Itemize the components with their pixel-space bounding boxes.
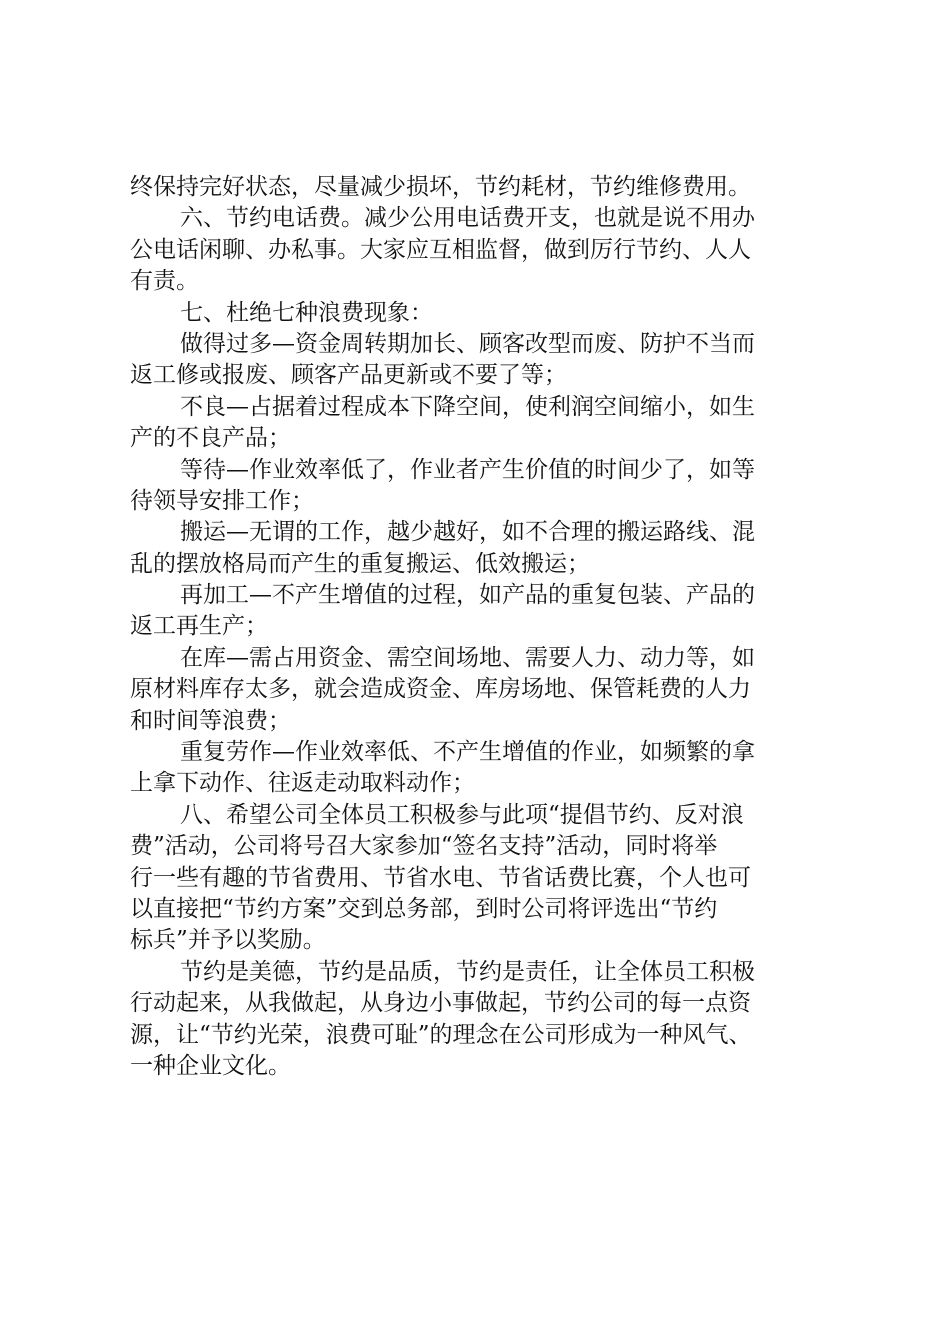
text-line: 行动起来，从我做起，从身边小事做起，节约公司的每一点资 bbox=[130, 990, 751, 1017]
text-line: 行一些有趣的节省费用、节省水电、节省话费比赛，个人也可 bbox=[130, 864, 751, 891]
text-line: 八、希望公司全体员工积极参与此项“提倡节约、反对浪 bbox=[180, 801, 744, 828]
text-line: 标兵”并予以奖励。 bbox=[130, 927, 326, 954]
text-line: 有责。 bbox=[130, 268, 199, 295]
text-line: 再加工—不产生增值的过程，如产品的重复包装、产品的 bbox=[180, 582, 755, 609]
text-line: 产的不良产品； bbox=[130, 425, 291, 452]
text-line: 不良—占据着过程成本下降空间，使利润空间缩小，如生 bbox=[180, 393, 755, 420]
text-line: 在库—需占用资金、需空间场地、需要人力、动力等，如 bbox=[180, 644, 755, 671]
text-line: 以直接把“节约方案”交到总务部，到时公司将评选出“节约 bbox=[130, 895, 718, 922]
text-line: 终保持完好状态，尽量减少损坏，节约耗材，节约维修费用。 bbox=[130, 174, 751, 200]
text-line: 源，让“节约光荣，浪费可耻”的理念在公司形成为一种风气、 bbox=[130, 1021, 752, 1048]
text-line: 返工再生产； bbox=[130, 613, 268, 640]
text-line: 原材料库存太多，就会造成资金、库房场地、保管耗费的人力 bbox=[130, 676, 751, 703]
text-line: 做得过多—资金周转期加长、顾客改型而废、防护不当而 bbox=[180, 330, 755, 357]
document-body bbox=[130, 172, 830, 1082]
text-line: 费”活动，公司将号召大家参加“签名支持”活动，同时将举 bbox=[130, 833, 718, 860]
text-line: 七、杜绝七种浪费现象： bbox=[180, 299, 433, 326]
text-line: 和时间等浪费； bbox=[130, 707, 291, 734]
text-line: 一种企业文化。 bbox=[130, 1052, 291, 1079]
text-line: 节约是美德，节约是品质，节约是责任，让全体员工积极 bbox=[180, 958, 755, 985]
text-line: 公电话闲聊、办私事。大家应互相监督，做到厉行节约、人人 bbox=[130, 236, 751, 263]
text-line: 六、节约电话费。减少公用电话费开支，也就是说不用办 bbox=[180, 205, 755, 232]
text-line: 等待—作业效率低了，作业者产生价值的时间少了，如等 bbox=[180, 456, 755, 483]
text-line: 搬运—无谓的工作，越少越好，如不合理的搬运路线、混 bbox=[180, 519, 755, 546]
text-line: 待领导安排工作； bbox=[130, 487, 314, 514]
text-line: 重复劳作—作业效率低、不产生增值的作业，如频繁的拿 bbox=[180, 739, 755, 766]
text-line: 返工修或报废、顾客产品更新或不要了等； bbox=[130, 362, 567, 389]
text-line: 乱的摆放格局而产生的重复搬运、低效搬运； bbox=[130, 550, 590, 577]
text-line: 上拿下动作、往返走动取料动作； bbox=[130, 770, 475, 797]
